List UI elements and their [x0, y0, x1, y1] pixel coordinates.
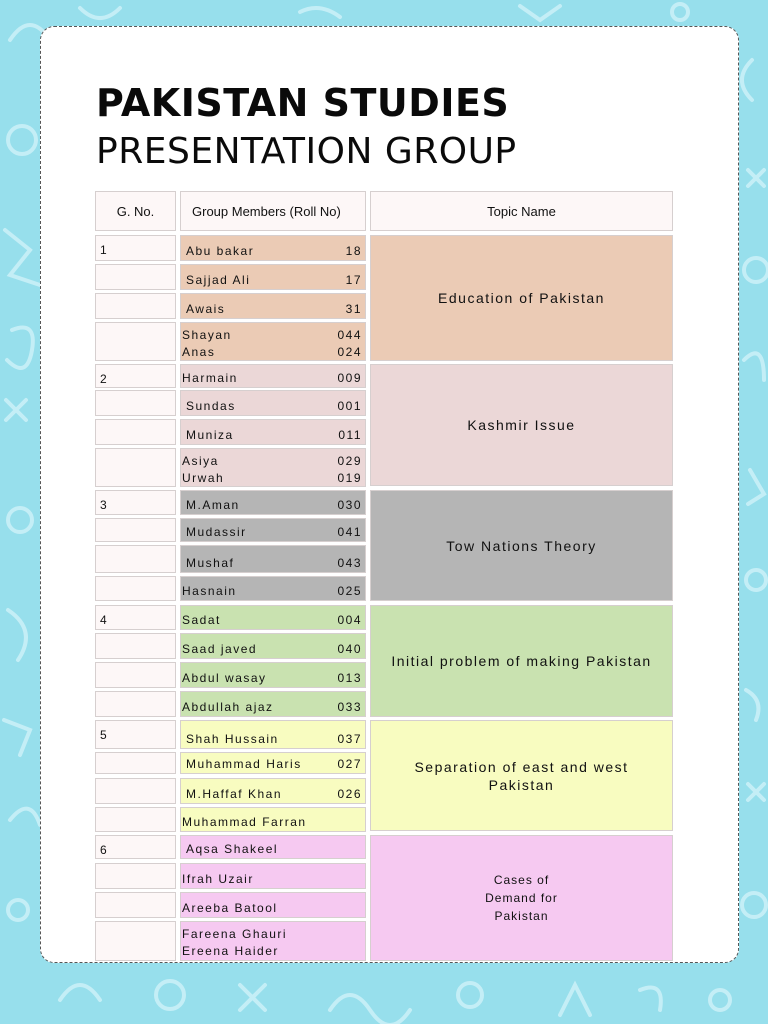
member-cell	[180, 235, 366, 261]
member-roll-no: 029	[337, 454, 362, 468]
topic-name-cell: Education of Pakistan	[370, 235, 673, 361]
member-roll-no: 31	[345, 302, 362, 316]
member-cell	[180, 419, 366, 445]
group-number-cell	[95, 605, 176, 630]
group-number: 5	[100, 728, 107, 742]
member-name: Areeba Batool	[182, 901, 278, 915]
member-cell	[180, 364, 366, 388]
header-topic-name: Topic Name	[370, 191, 673, 231]
member-roll-no: 18	[345, 244, 362, 258]
group-number-cell	[95, 778, 176, 804]
member-roll-no: 037	[337, 732, 362, 746]
header-group-members: Group Members (Roll No)	[180, 191, 366, 231]
member-name: Aqsa Shakeel	[186, 842, 279, 856]
group-number-cell	[95, 863, 176, 889]
member-name: Mudassir	[186, 525, 247, 539]
group-number-cell	[95, 892, 176, 918]
member-roll-no: 041	[337, 525, 362, 539]
member-name: Harmain	[182, 371, 238, 385]
member-name: Asiya	[182, 454, 219, 468]
member-cell	[180, 691, 366, 717]
group-number-cell	[95, 490, 176, 515]
group-number-cell	[95, 322, 176, 361]
member-cell	[180, 892, 366, 918]
member-cell	[180, 448, 366, 487]
member-roll-no: 009	[337, 371, 362, 385]
group-number-cell	[95, 518, 176, 542]
member-name: Hasnain	[182, 584, 237, 598]
member-cell	[180, 835, 366, 859]
member-roll-no: 025	[337, 584, 362, 598]
member-name: Ifrah Uzair	[182, 872, 254, 886]
member-name: Sundas	[186, 399, 236, 413]
member-cell	[180, 605, 366, 630]
member-roll-no: 043	[337, 556, 362, 570]
group-number-cell	[95, 293, 176, 319]
member-name: Ereena Haider	[182, 944, 279, 958]
member-roll-no: 001	[337, 399, 362, 413]
group-number-cell	[95, 545, 176, 573]
member-roll-no: 019	[337, 471, 362, 485]
member-name: M.Haffaf Khan	[186, 787, 282, 801]
member-cell	[180, 752, 366, 774]
group-number-cell	[95, 390, 176, 416]
member-name: Abdullah ajaz	[182, 700, 274, 714]
member-roll-no: 033	[337, 700, 362, 714]
member-name: Muniza	[186, 428, 234, 442]
member-roll-no: 024	[337, 345, 362, 359]
group-number: 3	[100, 498, 107, 512]
group-number-cell	[95, 419, 176, 445]
member-roll-no: 027	[337, 757, 362, 771]
member-roll-no: 040	[337, 642, 362, 656]
member-cell	[180, 720, 366, 749]
member-name: Saad javed	[182, 642, 258, 656]
group-number-cell	[95, 364, 176, 388]
header-group-no: G. No.	[95, 191, 176, 231]
topic-name-cell: Kashmir Issue	[370, 364, 673, 486]
member-roll-no: 030	[337, 498, 362, 512]
member-name: Sajjad Ali	[186, 273, 251, 287]
member-name: Muhammad Haris	[186, 757, 302, 771]
member-cell	[180, 264, 366, 290]
member-cell	[180, 807, 366, 832]
member-cell	[180, 921, 366, 961]
group-number: 4	[100, 613, 107, 627]
page-subtitle: PRESENTATION GROUP	[96, 131, 517, 172]
member-cell	[180, 390, 366, 416]
member-cell	[180, 662, 366, 688]
member-roll-no: 011	[338, 428, 362, 442]
member-cell	[180, 518, 366, 542]
group-number-cell	[95, 448, 176, 487]
member-name: Sadat	[182, 613, 221, 627]
group-number-cell	[95, 921, 176, 961]
member-name: Urwah	[182, 471, 225, 485]
member-name: Shah Hussain	[186, 732, 279, 746]
member-cell	[180, 633, 366, 659]
member-roll-no: 004	[337, 613, 362, 627]
member-cell	[180, 293, 366, 319]
member-name: Shayan	[182, 328, 232, 342]
topic-name-cell: Cases of Demand for Pakistan	[370, 835, 673, 961]
member-name: Awais	[186, 302, 226, 316]
member-cell	[180, 545, 366, 573]
member-name: Muhammad Farran	[182, 815, 307, 829]
member-roll-no: 17	[345, 273, 362, 287]
group-number-cell	[95, 235, 176, 261]
member-cell	[180, 863, 366, 889]
group-number: 6	[100, 843, 107, 857]
group-number-cell	[95, 264, 176, 290]
page-title: PAKISTAN STUDIES	[96, 81, 510, 125]
member-roll-no: 044	[337, 328, 362, 342]
group-number-cell	[95, 633, 176, 659]
member-name: Fareena Ghauri	[182, 927, 288, 941]
member-name: M.Aman	[186, 498, 240, 512]
group-number-cell	[95, 576, 176, 601]
member-cell	[180, 490, 366, 515]
member-name: Anas	[182, 345, 216, 359]
group-number-cell	[95, 807, 176, 832]
group-number-cell	[95, 752, 176, 774]
member-roll-no: 026	[337, 787, 362, 801]
group-number-cell	[95, 720, 176, 749]
group-number: 2	[100, 372, 107, 386]
topic-name-cell: Initial problem of making Pakistan	[370, 605, 673, 717]
topic-name-cell: Separation of east and west Pakistan	[370, 720, 673, 831]
member-cell	[180, 778, 366, 804]
group-number-cell	[95, 662, 176, 688]
group-number-cell	[95, 835, 176, 859]
member-name: Mushaf	[186, 556, 235, 570]
member-name: Abu bakar	[186, 244, 255, 258]
group-number-cell	[95, 691, 176, 717]
topic-name-cell: Tow Nations Theory	[370, 490, 673, 601]
member-name: Abdul wasay	[182, 671, 267, 685]
member-roll-no: 013	[337, 671, 362, 685]
group-number: 1	[100, 243, 107, 257]
member-cell	[180, 322, 366, 361]
member-cell	[180, 576, 366, 601]
